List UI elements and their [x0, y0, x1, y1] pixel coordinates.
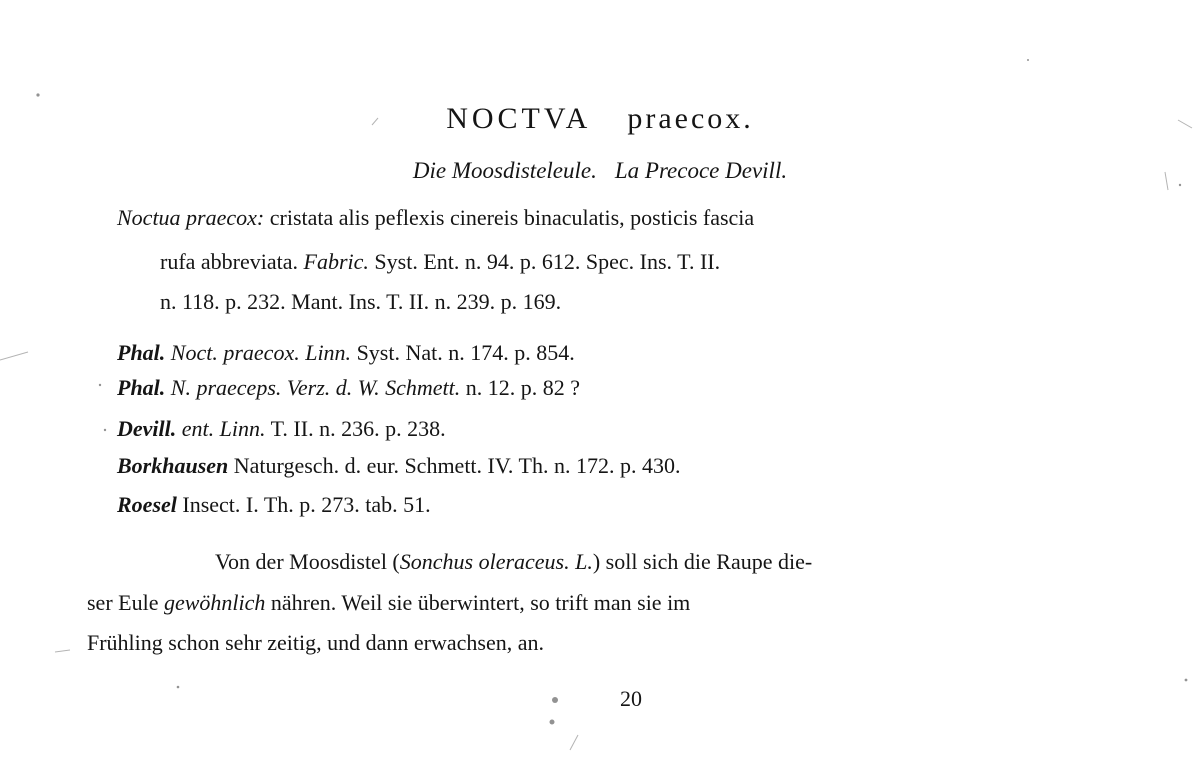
common-name-french: La Precoce Devill. [614, 158, 788, 183]
reference-citation: Syst. Nat. n. 174. p. 854. [356, 340, 575, 365]
synonym-line-4 [117, 340, 575, 366]
synonym-name: Noct. praecox. [170, 340, 300, 365]
synonym-text: rufa abbreviata. [160, 249, 299, 274]
plant-name: Sonchus oleraceus. L. [399, 549, 593, 574]
synonym-genus: Phal. [117, 375, 166, 400]
common-names [0, 158, 1200, 184]
synonym-line-5 [117, 375, 580, 401]
paragraph-line-3 [87, 630, 544, 656]
synonym-name: Noctua praecox: [117, 205, 265, 230]
species-name: praecox. [627, 102, 754, 135]
synonym-line-2 [160, 249, 720, 275]
common-name-german: Die Moosdisteleule. [412, 158, 597, 183]
reference-author: Fabric. [303, 249, 369, 274]
reference-author: Linn. [219, 416, 266, 441]
reference-citation: Syst. Ent. n. 94. p. 612. Spec. Ins. T. II. [374, 249, 721, 274]
synonym-name: ent. [181, 416, 215, 441]
synonym-line-3 [160, 289, 561, 315]
paragraph-text: nähren. Weil sie überwintert, so trift man sie im [265, 590, 691, 615]
genus-name: NOCTVA [446, 102, 592, 135]
paragraph-text: Von der Moosdistel ( [215, 549, 400, 574]
paragraph-line-2 [87, 590, 690, 616]
reference-author: Verz. d. W. Schmett. [286, 375, 461, 400]
synonym-name: N. praeceps. [170, 375, 282, 400]
synonym-line-8 [117, 492, 431, 518]
reference-author: Linn. [305, 340, 352, 365]
paragraph-text: ser Eule [87, 590, 164, 615]
synonym-genus: Devill. [117, 416, 177, 441]
page-number: 20 [620, 686, 642, 711]
synonym-genus: Phal. [117, 340, 166, 365]
reference-author: Borkhausen [117, 453, 229, 478]
synonym-line-7 [117, 453, 680, 479]
reference-author: Roesel [117, 492, 177, 517]
paragraph-line-1 [215, 549, 812, 575]
reference-citation: Naturgesch. d. eur. Schmett. IV. Th. n. 172. p. 430. [233, 453, 681, 478]
paragraph-text: ) soll sich die Raupe die- [592, 549, 813, 574]
reference-citation: Insect. I. Th. p. 273. tab. 51. [182, 492, 431, 517]
emphasized-word: gewöhnlich [163, 590, 266, 615]
paragraph-text: Frühling schon sehr zeitig, und dann erwachsen, an. [87, 630, 544, 655]
reference-citation: n. 12. p. 82 ? [465, 375, 580, 400]
reference-citation: T. II. n. 236. p. 238. [270, 416, 446, 441]
reference-citation: n. 118. p. 232. Mant. Ins. T. II. n. 239. p. 169. [160, 289, 562, 314]
synonym-line-1 [117, 205, 754, 231]
page-title [0, 102, 1200, 136]
synonym-line-6 [117, 416, 446, 442]
synonym-description: cristata alis peflexis cinereis binaculatis, posticis fascia [269, 205, 755, 230]
